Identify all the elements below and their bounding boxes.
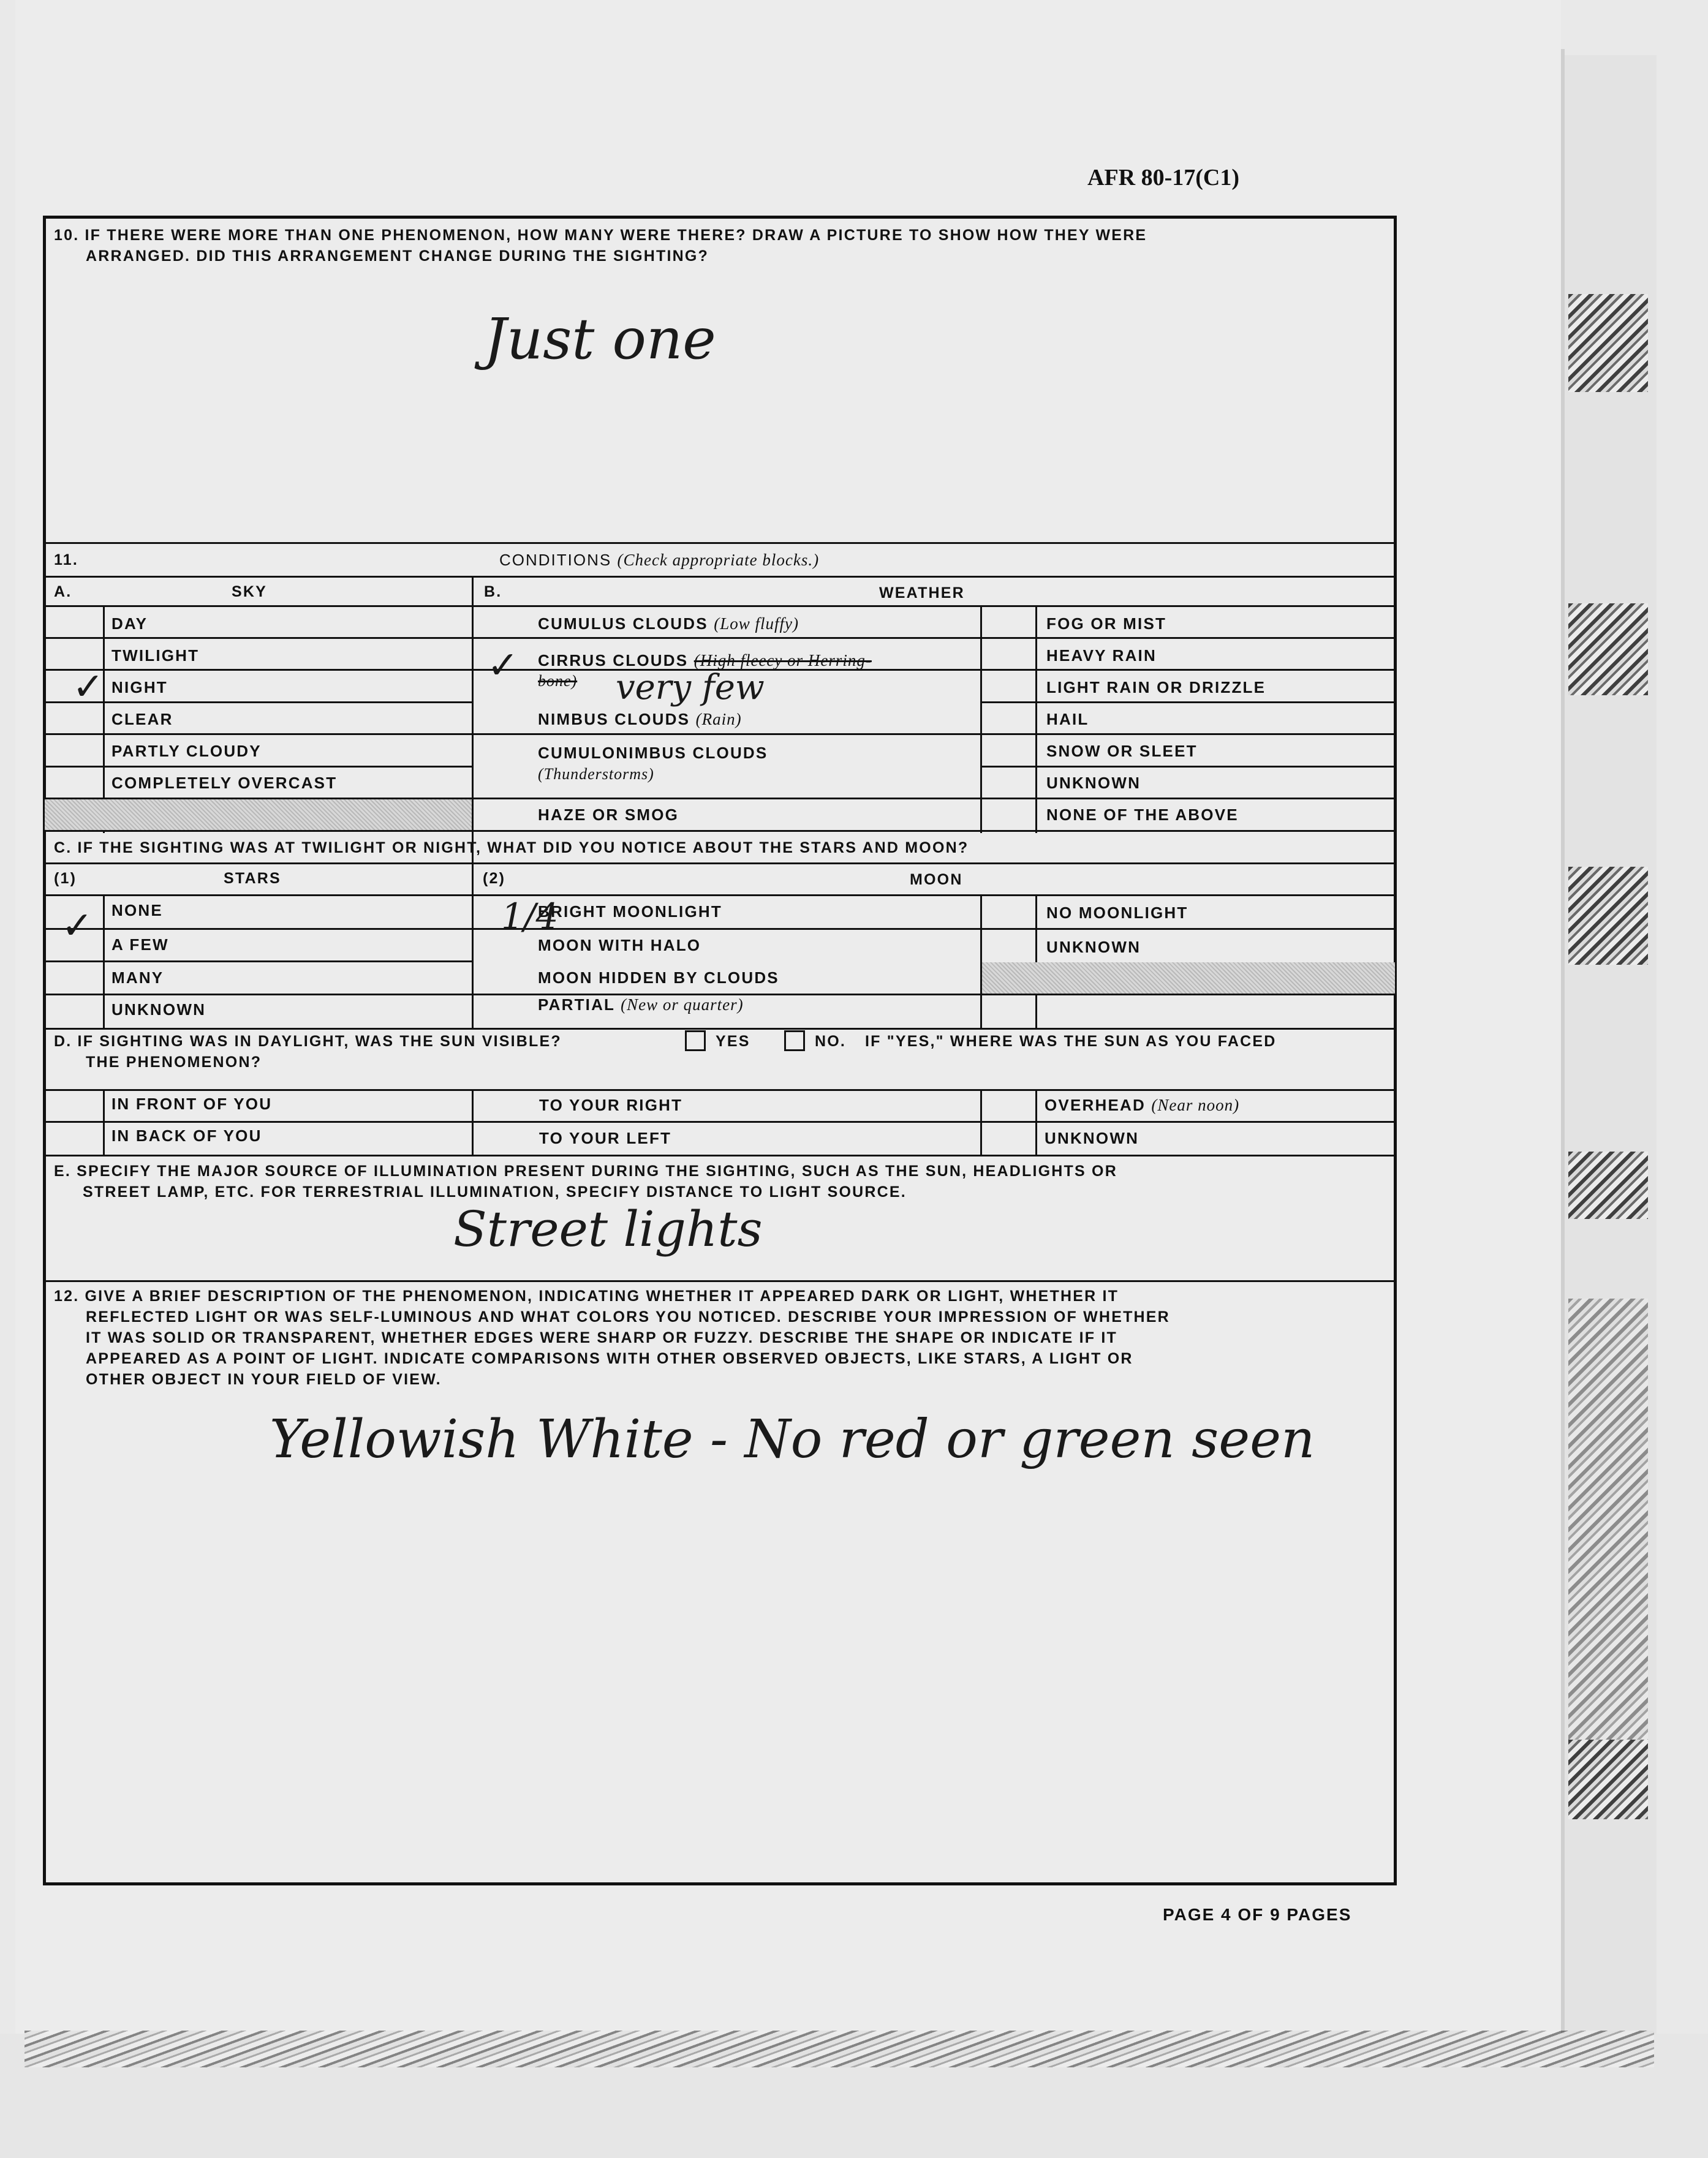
scan-smudge [1568,867,1648,965]
d-question-part-b: IF "YES," WHERE WAS THE SUN AS YOU FACED [865,1033,1277,1050]
scan-noise-strip [25,2031,1654,2067]
weather-heavy-rain: HEAVY RAIN [1046,646,1157,665]
sky-header: SKY [232,583,268,600]
q12-line-2: REFLECTED LIGHT OR WAS SELF-LUMINOUS AND WHAT COLORS YOU NOTICED. DESCRIBE YOUR IMPRESSION OF WHETHER [86,1308,1170,1326]
sun-overhead [1045,1095,1239,1115]
weather-letter: B. [484,583,502,600]
cirrus-checkmark: ✓ [487,643,519,687]
weather-snow: SNOW OR SLEET [1046,742,1198,760]
e-line-2: STREET LAMP, ETC. FOR TERRESTRIAL ILLUMINATION, SPECIFY DISTANCE TO LIGHT SOURCE. [83,1183,907,1201]
q12-handwritten-answer: Yellowish White - No red or green seen [270,1409,1315,1470]
rule [43,960,472,962]
moon-none: NO MOONLIGHT [1046,904,1188,922]
sun-in-front: IN FRONT OF YOU [111,1095,273,1113]
no-checkbox[interactable] [784,1030,805,1051]
page-number: PAGE 4 OF 9 PAGES [1163,1905,1352,1924]
rule [43,605,1397,607]
rule [980,605,982,833]
rule [472,576,474,1028]
rule [1035,1089,1037,1155]
rule [43,766,472,768]
weather-haze: HAZE OR SMOG [538,805,679,824]
stars-a-few: A FEW [111,935,169,954]
overhead-label: OVERHEAD [1045,1096,1146,1114]
d-question-part-c: THE PHENOMENON? [86,1054,262,1071]
yes-checkbox[interactable] [685,1030,706,1051]
conditions-title-note: (Check appropriate blocks.) [617,551,820,569]
scan-smudge [1568,1740,1648,1819]
moon-hidden: MOON HIDDEN BY CLOUDS [538,968,779,987]
sky-day: DAY [111,614,148,633]
rule [43,733,1397,735]
rule [980,766,1397,768]
rule [1035,605,1037,833]
rule [980,701,1397,703]
rule [43,1280,1397,1282]
document-reference: AFR 80-17(C1) [1087,165,1240,191]
sun-left: TO YOUR LEFT [539,1129,672,1147]
weather-cumulus [538,614,799,633]
sky-partly-cloudy: PARTLY CLOUDY [111,742,262,760]
cumulonimbus-note: (Thunderstorms) [538,765,654,783]
weather-light-rain: LIGHT RAIN OR DRIZZLE [1046,678,1266,696]
moon-partial-label: PARTIAL [538,995,615,1014]
sun-right: TO YOUR RIGHT [539,1096,683,1114]
moon-partial [538,995,744,1014]
e-handwritten-answer: Street lights [453,1201,763,1258]
rule [43,637,1397,639]
rule [43,1121,1397,1123]
overhead-note: (Near noon) [1151,1096,1240,1114]
sky-completely-overcast: COMPLETELY OVERCAST [111,774,338,792]
stars-number: (1) [54,870,77,887]
rule [43,1155,1397,1156]
shaded-cell [45,799,472,830]
scan-smudge [1568,1152,1648,1219]
d-question-part-a: D. IF SIGHTING WAS IN DAYLIGHT, WAS THE SUN VISIBLE? [54,1033,562,1050]
q12-line-1: 12. GIVE A BRIEF DESCRIPTION OF THE PHENOMENON, INDICATING WHETHER IT APPEARED DARK OR LIGHT, WHETHER IT [54,1288,1119,1305]
rule [472,1089,474,1155]
rule [43,701,472,703]
q11-number: 11. [54,551,78,568]
cirrus-note-struck-continued: bone) [538,672,578,690]
stars-none: NONE [111,901,163,919]
rule [43,542,1397,544]
rule [43,894,1397,896]
weather-cumulonimbus: CUMULONIMBUS CLOUDS [538,744,768,762]
shaded-cell [982,962,1395,994]
q12-line-3: IT WAS SOLID OR TRANSPARENT, WHETHER EDGES WERE SHARP OR FUZZY. DESCRIBE THE SHAPE OR INDICATE IF IT [86,1329,1117,1346]
moon-bright: BRIGHT MOONLIGHT [538,902,722,921]
stars-a-few-checkmark: ✓ [61,903,93,948]
cumulus-label: CUMULUS CLOUDS [538,614,708,633]
sky-twilight: TWILIGHT [111,646,200,665]
sky-night-checkmark: ✓ [72,664,104,709]
weather-none: NONE OF THE ABOVE [1046,805,1239,824]
nimbus-label: NIMBUS CLOUDS [538,710,690,728]
rule [43,830,1397,832]
q12-line-5: OTHER OBJECT IN YOUR FIELD OF VIEW. [86,1371,442,1388]
moon-handwritten-mark: 1/4 [501,896,559,937]
rule [103,1089,105,1155]
scan-smudge [1568,294,1648,392]
sky-letter: A. [54,583,72,600]
moon-unknown: UNKNOWN [1046,938,1141,956]
conditions-title-text: CONDITIONS [499,551,612,569]
moon-number: (2) [483,870,506,887]
rule [43,576,1397,578]
moon-partial-note: (New or quarter) [621,995,744,1014]
rule [980,894,982,1028]
q10-line-1: 10. IF THERE WERE MORE THAN ONE PHENOMENON, HOW MANY WERE THERE? DRAW A PICTURE TO SHOW HOW THEY WERE [54,227,1147,244]
q12-line-4: APPEARED AS A POINT OF LIGHT. INDICATE COMPARISONS WITH OTHER OBSERVED OBJECTS, LIKE STARS, A LIGHT OR [86,1350,1133,1367]
cumulus-note: (Low fluffy) [714,614,799,633]
nimbus-note: (Rain) [695,710,742,728]
stars-header: STARS [224,870,281,887]
yes-label: YES [716,1033,750,1050]
cirrus-handwritten-note: very few [616,668,765,707]
no-label: NO. [815,1033,847,1050]
q10-line-2: ARRANGED. DID THIS ARRANGEMENT CHANGE DURING THE SIGHTING? [86,247,709,265]
e-line-1: E. SPECIFY THE MAJOR SOURCE OF ILLUMINATION PRESENT DURING THE SIGHTING, SUCH AS THE SUN, HEADLIGHTS OR [54,1163,1117,1180]
rule [43,1089,1397,1091]
stars-many: MANY [111,968,164,987]
scan-smudge [1568,1299,1648,1740]
sky-night: NIGHT [111,678,168,696]
weather-nimbus [538,709,742,729]
rule [43,1028,1397,1030]
c-question: C. IF THE SIGHTING WAS AT TWILIGHT OR NIGHT, WHAT DID YOU NOTICE ABOUT THE STARS AND MOON? [54,839,969,856]
rule [1035,894,1037,1028]
weather-fog: FOG OR MIST [1046,614,1167,633]
weather-unknown: UNKNOWN [1046,774,1141,792]
rule [43,862,1397,864]
moon-halo: MOON WITH HALO [538,936,701,954]
stars-unknown: UNKNOWN [111,1000,206,1019]
sun-unknown: UNKNOWN [1045,1129,1139,1147]
rule [103,894,105,1028]
rule [980,1089,982,1155]
q10-handwritten-answer: Just one [484,306,716,372]
sky-clear: CLEAR [111,710,173,728]
sun-in-back: IN BACK OF YOU [111,1126,262,1145]
weather-header: WEATHER [879,584,965,602]
scan-smudge [1568,603,1648,695]
cirrus-label: CIRRUS CLOUDS [538,651,689,670]
cirrus-note-struck: (High fleecy or Herring- [693,651,872,670]
rule [43,928,1397,930]
weather-hail: HAIL [1046,710,1089,728]
conditions-title [499,550,819,570]
moon-header: MOON [910,871,963,888]
